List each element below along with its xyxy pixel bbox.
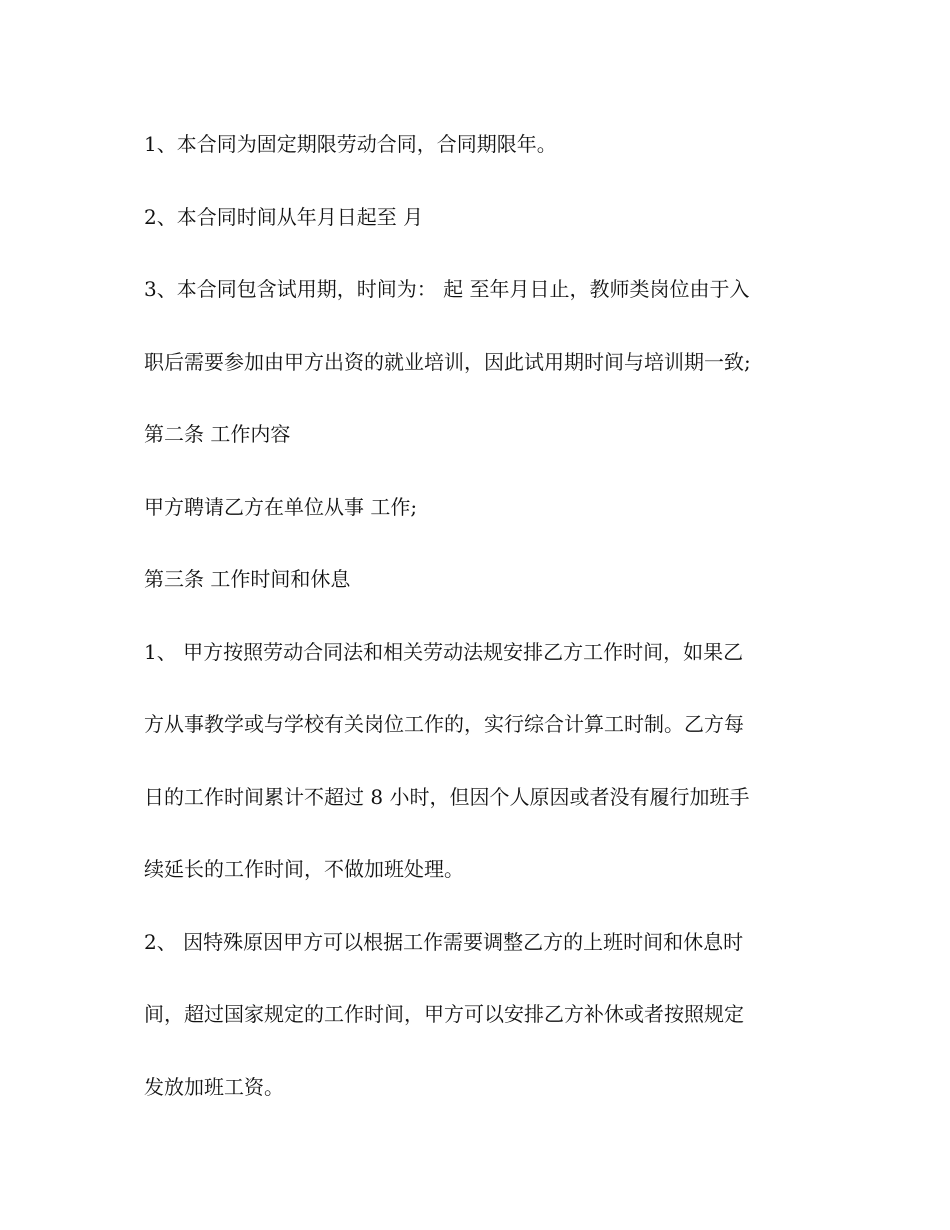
working-hours-clause-line-2: 方从事教学或与学校有关岗位工作的，实行综合计算工时制。乙方每 [144, 712, 744, 736]
working-hours-clause-line-1: 1、 甲方按照劳动合同法和相关劳动法规安排乙方工作时间，如果乙 [144, 639, 744, 664]
schedule-adjustment-clause-line-1: 2、 因特殊原因甲方可以根据工作需要调整乙方的上班时间和休息时 [144, 929, 744, 954]
working-hours-clause-line-4: 续延长的工作时间，不做加班处理。 [144, 857, 464, 881]
working-hours-clause-line-3: 日的工作时间累计不超过 8 小时，但因个人原因或者没有履行加班手 [144, 784, 750, 809]
contract-duration-line: 2、本合同时间从年月日起至 月 [144, 204, 424, 229]
document-body [144, 126, 824, 1141]
job-content-line: 甲方聘请乙方在单位从事 工作; [144, 494, 418, 519]
probation-period-line-continued: 职后需要参加由甲方出资的就业培训，因此试用期时间与培训期一致; [144, 349, 751, 374]
schedule-adjustment-clause-line-2: 间，超过国家规定的工作时间，甲方可以安排乙方补休或者按照规定 [144, 1002, 744, 1026]
probation-period-line: 3、本合同包含试用期，时间为： 起 至年月日止，教师类岗位由于入 [144, 277, 750, 301]
schedule-adjustment-clause-line-3: 发放加班工资。 [144, 1074, 284, 1099]
article-three-heading: 第三条 工作时间和休息 [144, 567, 351, 591]
article-two-heading: 第二条 工作内容 [144, 422, 291, 446]
contract-term-type-line: 1、本合同为固定期限劳动合同，合同期限年。 [144, 132, 557, 156]
